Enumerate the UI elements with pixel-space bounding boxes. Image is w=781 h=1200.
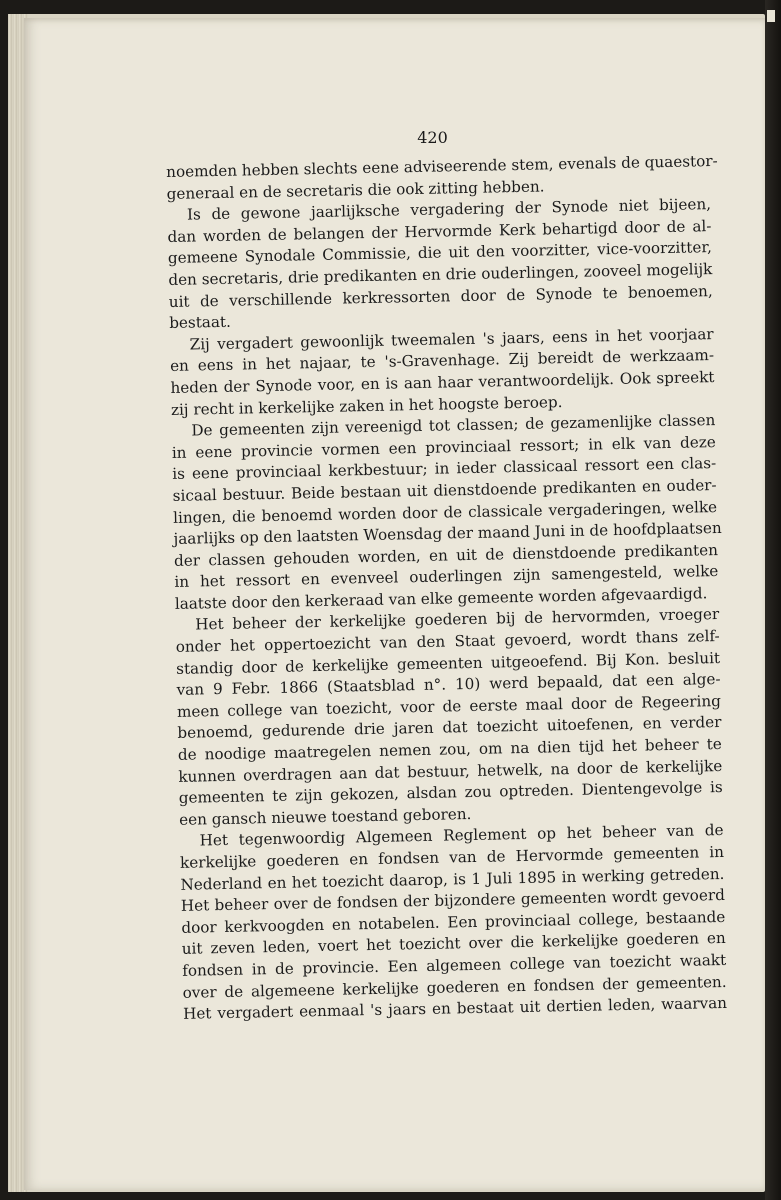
text-line: laatste door den kerkeraad van elke gemeente worden afgevaardigd. bbox=[174, 584, 708, 613]
text-line: der classen gehouden worden, en uit de dienstdoende predikanten bbox=[173, 540, 719, 570]
text-line: meen college van toezicht, voor de eerste maal door de Regeering bbox=[176, 691, 722, 721]
text-line: gemeene Synodale Commissie, die uit den voorzitter, vice-voorzitter, bbox=[167, 238, 713, 268]
text-line: benoemd, gedurende drie jaren dat toezicht uitoefenen, en verder bbox=[177, 713, 722, 743]
text-line: uit de verschillende kerkressorten door de Synode te benoemen, bbox=[168, 281, 713, 311]
text-line: De gemeenten zijn vereenigd tot classen; de gezamenlijke classen bbox=[191, 411, 716, 440]
text-line: en eens in het najaar, te 's-Gravenhage. Zij bereidt de werkzaam- bbox=[169, 346, 715, 376]
text-line: den secretaris, drie predikanten en drie ouderlingen, zooveel mogelijk bbox=[168, 260, 713, 289]
text-line: generaal en de secretaris die ook zitting hebben. bbox=[166, 177, 545, 203]
text-line: dan worden de belangen der Hervormde Kerk behartigd door de al- bbox=[167, 216, 712, 246]
text-line: Nederland en het toezicht daarop, is 1 Juli 1895 in werking getreden. bbox=[180, 864, 725, 894]
text-line: de noodige maatregelen nemen zou, om na dien tijd het beheer te bbox=[177, 734, 722, 764]
text-line: onder het oppertoezicht van den Staat gevoerd, wordt thans zelf- bbox=[175, 627, 720, 656]
text-line: sicaal bestuur. Beide bestaan uit dienstdoende predikanten en ouder- bbox=[172, 475, 717, 505]
body-text bbox=[166, 151, 727, 1025]
text-line: jaarlijks op den laatsten Woensdag der maand Juni in de hoofdplaatsen bbox=[173, 519, 722, 549]
text-line: in het ressort en evenveel ouderlingen zijn samengesteld, welke bbox=[174, 562, 719, 592]
text-line: noemden hebben slechts eene adviseerende stem, evenals de quaestor- bbox=[166, 151, 718, 181]
text-line: gemeenten te zijn gekozen, alsdan zou optreden. Dientengevolge is bbox=[178, 778, 723, 808]
text-line: fondsen in de provincie. Een algemeen college van toezicht waakt bbox=[182, 950, 727, 980]
text-line: kunnen overdragen aan dat bestuur, hetwelk, na door de kerkelijke bbox=[178, 756, 723, 786]
page-number: 420 bbox=[417, 128, 448, 147]
text-line: Het tegenwoordig Algemeen Reglement op het beheer van de bbox=[199, 821, 724, 850]
text-line: kerkelijke goederen en fondsen van de Hervormde gemeenten in bbox=[179, 842, 725, 872]
text-line: zij recht in kerkelijke zaken in het hoogste beroep. bbox=[170, 392, 563, 419]
text-line: uit zeven leden, voert het toezicht over die kerkelijke goederen en bbox=[181, 929, 726, 959]
page-tab-marker bbox=[767, 10, 775, 22]
text-line: van 9 Febr. 1866 (Staatsblad n°. 10) werd bepaald, dat een alge- bbox=[176, 670, 721, 700]
text-line: door kerkvoogden en notabelen. Een provinciaal college, bestaande bbox=[181, 907, 726, 937]
text-line: heden der Synode voor, en is aan haar verantwoordelijk. Ook spreekt bbox=[170, 367, 715, 397]
text-line: bestaat. bbox=[169, 312, 232, 333]
binding-shadow bbox=[765, 0, 781, 1200]
text-line: Is de gewone jaarlijksche vergadering der Synode niet bijeen, bbox=[186, 195, 712, 224]
text-line: lingen, die benoemd worden door de classicale vergaderingen, welke bbox=[172, 497, 718, 527]
text-line: Het beheer over de fondsen der bijzondere gemeenten wordt gevoerd bbox=[180, 886, 726, 916]
text-line: standig door de kerkelijke gemeenten uitgeoefend. Bij Kon. besluit bbox=[175, 648, 721, 678]
text-line: Zij vergadert gewoonlijk tweemalen 's jaars, eens in het voorjaar bbox=[189, 324, 714, 354]
text-line: Het vergadert eenmaal 's jaars en bestaat uit dertien leden, waarvan bbox=[182, 994, 728, 1023]
text-line: een gansch nieuwe toestand geboren. bbox=[179, 804, 472, 829]
text-line: Het beheer der kerkelijke goederen bij de hervormden, vroeger bbox=[195, 605, 720, 634]
text-line: is eene provinciaal kerkbestuur; in ieder classicaal ressort een clas- bbox=[172, 454, 717, 484]
text-line: over de algemeene kerkelijke goederen en fondsen der gemeenten. bbox=[182, 972, 727, 1002]
text-line: in eene provincie vormen een provinciaal ressort; in elk van deze bbox=[171, 432, 716, 462]
